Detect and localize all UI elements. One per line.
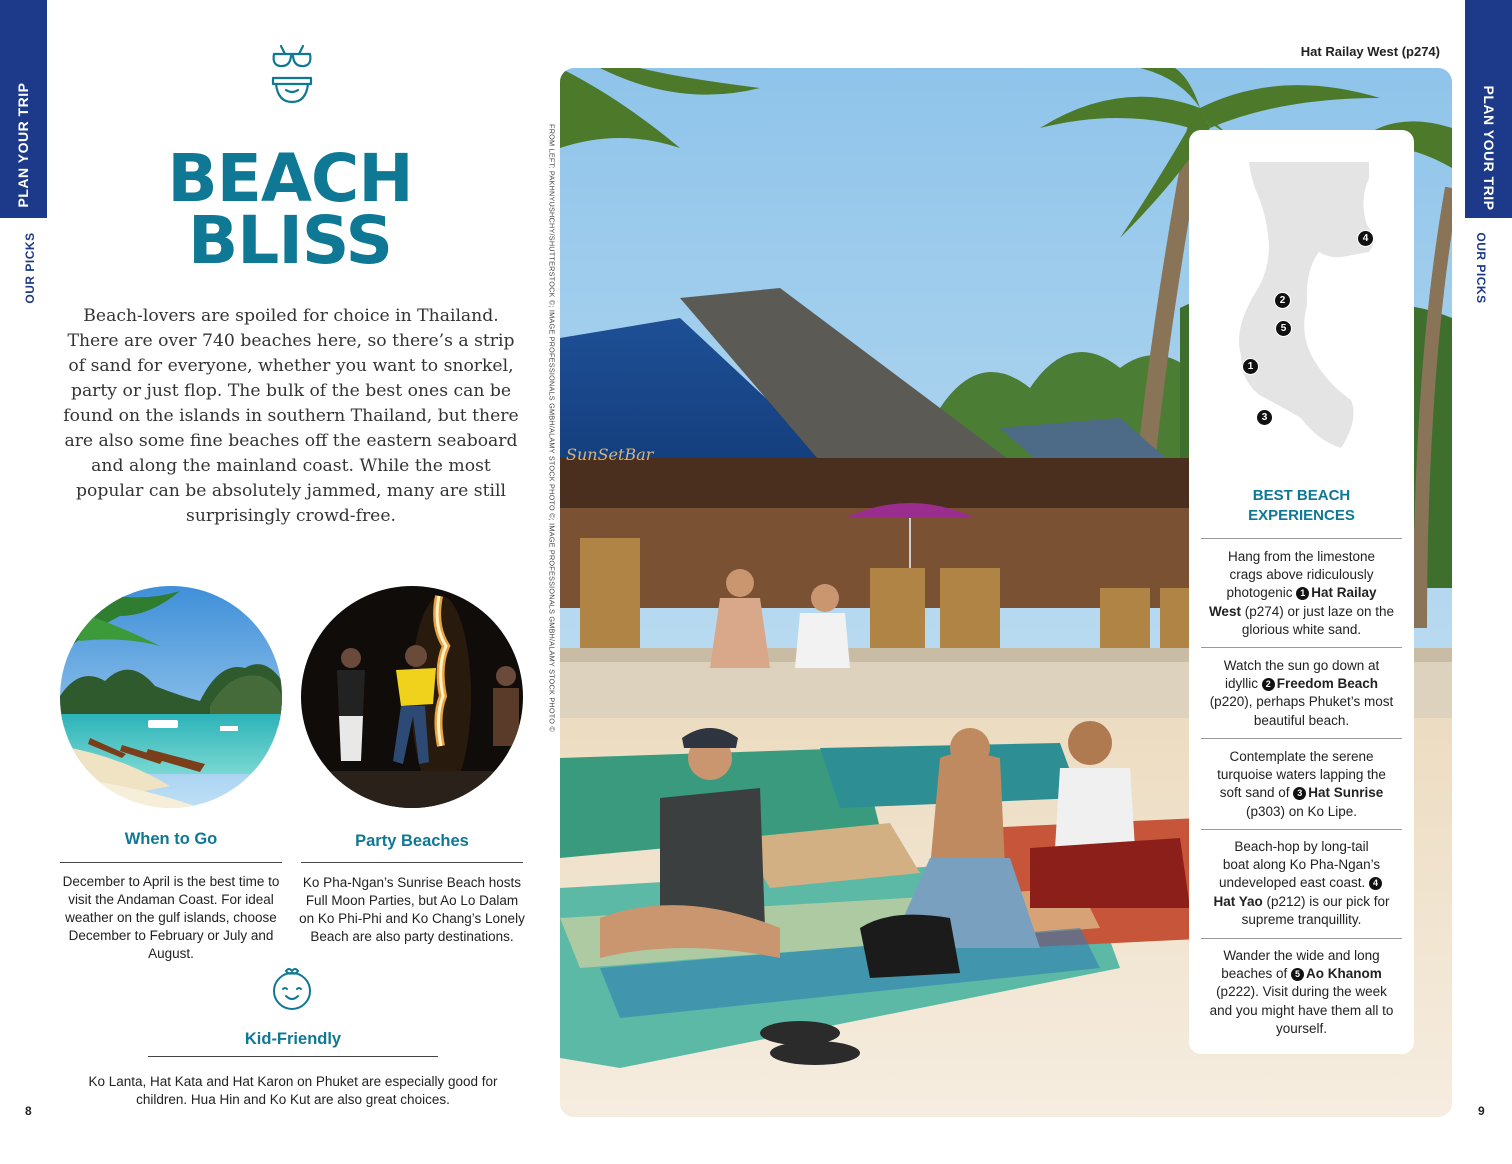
side-tab-title-left: PLAN YOUR TRIP <box>15 82 31 208</box>
entry-line: glorious white sand. <box>1241 621 1362 637</box>
best-beach-heading-line: EXPERIENCES <box>1248 507 1355 524</box>
when-to-go-rule <box>60 862 282 863</box>
intro-line: Beach-lovers are spoiled for choice in Thailand. <box>83 306 499 326</box>
entry-line: (p222). Visit during the week <box>1216 984 1387 1000</box>
text-line: Beach are also party destinations. <box>310 929 514 944</box>
southern-thailand-map <box>1229 160 1379 450</box>
best-beach-entry-3 <box>1201 748 1402 821</box>
best-beach-heading-line: BEST BEACH <box>1252 487 1351 504</box>
entry-divider <box>1201 647 1402 648</box>
number-marker: 1 <box>1296 587 1309 600</box>
page-title-line2: BLISS <box>187 202 393 279</box>
text-line: Ko Lanta, Hat Kata and Hat Karon on Phuket are especially good for <box>88 1074 498 1089</box>
map-marker: 2 <box>1274 292 1291 309</box>
best-beach-experiences-box <box>1189 130 1414 1054</box>
intro-line: found on the islands in southern Thailand, but there <box>63 406 519 426</box>
entry-line: (p303) on Ko Lipe. <box>1245 803 1358 819</box>
text-line: visit the Andaman Coast. For ideal <box>68 892 274 907</box>
intro-line: and along the mainland coast. While the most <box>91 456 491 476</box>
photo-caption: Hat Railay West (p274) <box>1300 44 1440 59</box>
entry-line: crags above ridiculously <box>1229 567 1374 583</box>
page-title-line1: BEACH <box>167 140 413 217</box>
entry-line: beautiful beach. <box>1253 712 1350 728</box>
intro-line: There are over 740 beaches here, so there’s a strip <box>67 331 515 351</box>
party-beaches-rule <box>301 862 523 863</box>
entry-line: beaches of 5 Ao Khanom <box>1221 966 1382 982</box>
side-tab-title-right: PLAN YOUR TRIP <box>1481 85 1497 211</box>
beach-name: West <box>1208 603 1241 619</box>
photo-credit-text: FROM LEFT: PAKHNYUSHCHY/SHUTTERSTOCK ©; IMAGE PROFESSIONALS GMBH/ALAMY STOCK PHOTO ©; IMAGE PROFESSIONALS GMBH/ALAMY STOCK PHOTO © <box>547 124 557 732</box>
bay-longtail-boats-photo <box>60 586 282 808</box>
entry-line: and you might have them all to <box>1209 1002 1394 1018</box>
entry-line: soft sand of 3 Hat Sunrise <box>1219 785 1384 801</box>
when-to-go-text <box>52 873 290 963</box>
entry-line: Wander the wide and long <box>1223 948 1380 963</box>
map-marker: 5 <box>1275 320 1292 337</box>
beach-name: Ao Khanom <box>1306 966 1382 982</box>
party-beaches-text <box>293 874 531 946</box>
best-beach-entry-2 <box>1201 657 1402 730</box>
text-line: Ko Pha-Ngan’s Sunrise Beach hosts <box>302 875 522 890</box>
entry-line: idyllic 2 Freedom Beach <box>1224 676 1379 692</box>
side-tab-left <box>0 0 47 218</box>
text-line: weather on the gulf islands, choose <box>65 910 277 925</box>
intro-paragraph <box>55 304 527 529</box>
text-line: Full Moon Parties, but Ao Lo Dalam <box>305 893 519 908</box>
entry-line: Beach-hop by long-tail <box>1234 839 1369 854</box>
photo-credit <box>545 98 559 758</box>
map-marker: 3 <box>1256 409 1273 426</box>
beach-name: Hat Railay <box>1311 585 1377 601</box>
entry-line: undeveloped east coast. 4 <box>1201 874 1402 892</box>
number-marker: 2 <box>1262 678 1275 691</box>
entry-divider <box>1201 738 1402 739</box>
side-tab-right <box>1465 0 1512 218</box>
text-line: children. Hua Hin and Ko Kut are also great choices. <box>136 1092 450 1107</box>
page-title <box>80 140 500 279</box>
entry-line: turquoise waters lapping the <box>1217 767 1386 783</box>
sunset-bar-sign: SunSetBar <box>566 445 654 464</box>
intro-line: party or just flop. The bulk of the best ones can be <box>70 381 512 401</box>
text-line: December to April is the best time to <box>62 874 280 889</box>
beach-name: Hat Yao <box>1213 893 1263 909</box>
page-number-left: 8 <box>25 1104 32 1118</box>
party-beaches-heading: Party Beaches <box>355 832 469 850</box>
best-beach-entry-1 <box>1201 548 1402 639</box>
bikini-icon <box>270 44 314 106</box>
kid-friendly-heading: Kid-Friendly <box>244 1030 342 1048</box>
baby-face-icon <box>269 965 315 1011</box>
map-marker: 1 <box>1242 358 1259 375</box>
best-beach-heading <box>1189 486 1414 526</box>
number-marker: 4 <box>1369 877 1382 890</box>
entry-line: photogenic 1 Hat Railay <box>1226 585 1377 601</box>
entry-line: Hang from the limestone <box>1227 549 1376 564</box>
text-line: August. <box>148 946 194 961</box>
kid-friendly-rule <box>148 1056 438 1057</box>
intro-line: are also some fine beaches off the eastern seaboard <box>64 431 518 451</box>
entry-line: Hat Yao (p212) is our pick for <box>1213 893 1390 909</box>
entry-line: Watch the sun go down at <box>1223 658 1380 673</box>
fire-dancer-party-photo <box>301 586 523 808</box>
number-marker: 3 <box>1293 787 1306 800</box>
best-beach-entry-4 <box>1201 838 1402 929</box>
entry-line: boat along Ko Pha-Ngan’s <box>1222 857 1381 873</box>
text-line: December to February or July and <box>68 928 274 943</box>
intro-line: surprisingly crowd-free. <box>186 506 396 526</box>
entry-divider <box>1201 938 1402 939</box>
when-to-go-heading: When to Go <box>124 830 218 848</box>
entry-line: West (p274) or just laze on the <box>1208 603 1395 619</box>
entry-line: Contemplate the serene <box>1229 749 1374 764</box>
text-line: on Ko Phi-Phi and Ko Chang’s Lonely <box>299 911 525 926</box>
entry-line: (p220), perhaps Phuket’s most <box>1209 694 1394 710</box>
number-marker: 5 <box>1291 968 1304 981</box>
entry-divider <box>1201 538 1402 539</box>
kid-friendly-text <box>60 1073 526 1109</box>
side-tab-subtitle-left: OUR PICKS <box>23 232 37 304</box>
entry-divider <box>1201 829 1402 830</box>
beach-name: Freedom Beach <box>1276 676 1379 692</box>
beach-name: Hat Sunrise <box>1308 785 1384 801</box>
best-beach-entry-5 <box>1201 947 1402 1038</box>
map-marker: 4 <box>1357 230 1374 247</box>
page-number-right: 9 <box>1478 1104 1485 1118</box>
entry-line: supreme tranquillity. <box>1241 911 1362 927</box>
side-tab-subtitle-right: OUR PICKS <box>1474 232 1488 304</box>
intro-line: popular can be absolutely jammed, many are still <box>76 481 506 501</box>
entry-line: yourself. <box>1275 1020 1328 1036</box>
intro-line: of sand for everyone, whether you want to snorkel, <box>68 356 514 376</box>
